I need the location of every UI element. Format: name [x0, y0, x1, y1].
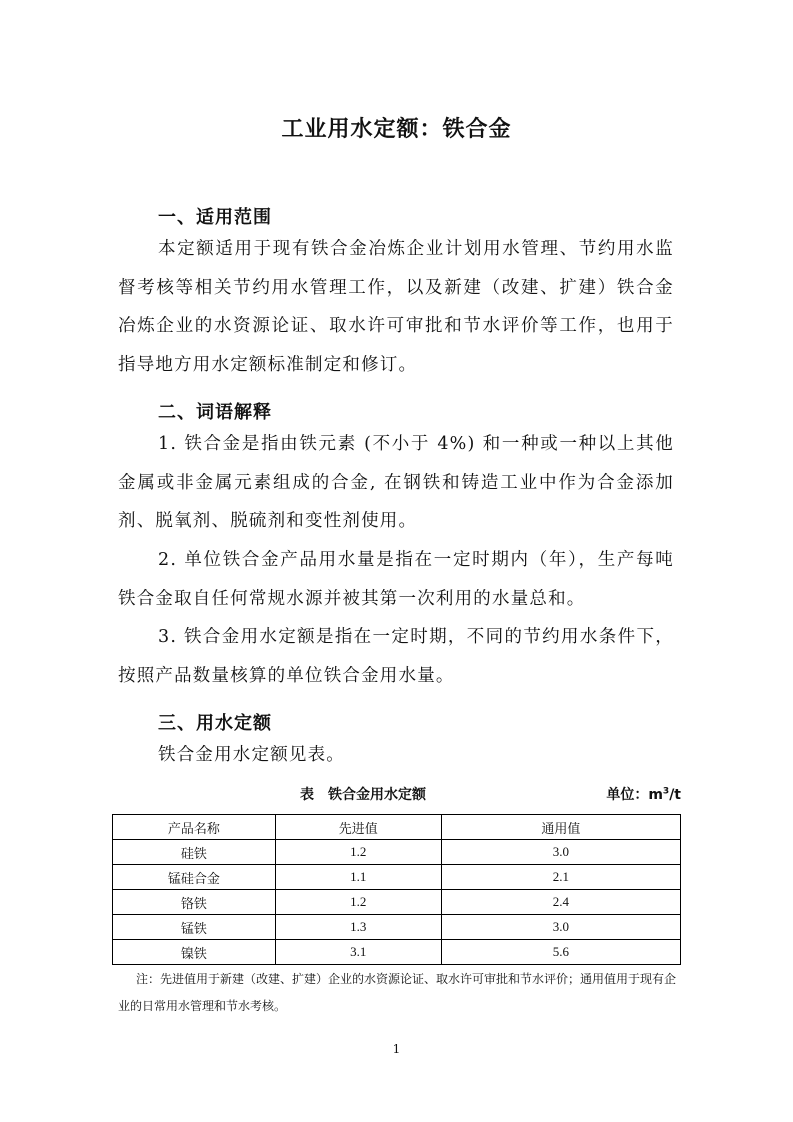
definition-1: 1. 铁合金是指由铁元素 (不小于 4%) 和一种或一种以上其他金属或非金属元素组成的合金, 在钢铁和铸造工业中作为合金添加剂、脱氧剂、脱硫剂和变性剂使用。	[118, 434, 674, 531]
unit-sup: 3	[662, 786, 670, 797]
table-row	[113, 865, 681, 890]
table-row	[113, 940, 681, 965]
table-caption: 表 铁合金用水定额	[300, 787, 426, 803]
header-advanced: 先进值	[275, 815, 441, 840]
general-cell: 2.1	[441, 865, 680, 890]
product-cell: 铬铁	[113, 890, 276, 915]
section-heading-definitions: 二、词语解释	[158, 402, 272, 423]
page-number: 1	[392, 1042, 401, 1056]
unit-label: 单位：m	[606, 787, 663, 803]
section-heading-scope: 一、适用范围	[158, 207, 272, 228]
product-cell: 锰硅合金	[113, 865, 276, 890]
table-row	[113, 915, 681, 940]
advanced-cell: 1.1	[275, 865, 441, 890]
unit-suffix: /t	[669, 787, 681, 803]
table-row	[113, 840, 681, 865]
product-cell: 硅铁	[113, 840, 276, 865]
advanced-cell: 1.2	[275, 840, 441, 865]
table-note: 注：先进值用于新建（改建、扩建）企业的水资源论证、取水许可审批和节水评价；通用值用于现有企业的日常用水管理和节水考核。	[118, 972, 677, 1013]
product-cell: 镍铁	[113, 940, 276, 965]
header-general: 通用值	[441, 815, 680, 840]
header-product: 产品名称	[113, 815, 276, 840]
advanced-cell: 1.2	[275, 890, 441, 915]
general-cell: 3.0	[441, 915, 680, 940]
quota-table	[112, 814, 681, 965]
quota-intro: 铁合金用水定额见表。	[158, 745, 345, 765]
definition-3: 3. 铁合金用水定额是指在一定时期，不同的节约用水条件下，按照产品数量核算的单位铁合金用水量。	[118, 627, 674, 686]
product-cell: 锰铁	[113, 915, 276, 940]
scope-paragraph: 本定额适用于现有铁合金冶炼企业计划用水管理、节约用水监督考核等相关节约用水管理工作，以及新建（改建、扩建）铁合金冶炼企业的水资源论证、取水许可审批和节水评价等工作，也用于指导地方用水定额标准制定和修订。	[118, 239, 674, 375]
table-header-row	[113, 815, 681, 840]
section-heading-quota: 三、用水定额	[158, 713, 272, 734]
general-cell: 2.4	[441, 890, 680, 915]
advanced-cell: 1.3	[275, 915, 441, 940]
general-cell: 5.6	[441, 940, 680, 965]
advanced-cell: 3.1	[275, 940, 441, 965]
table-unit	[606, 784, 681, 804]
definition-2: 2. 单位铁合金产品用水量是指在一定时期内（年），生产每吨铁合金取自任何常规水源并被其第一次利用的水量总和。	[118, 550, 674, 609]
table-row	[113, 890, 681, 915]
document-title: 工业用水定额：铁合金	[281, 117, 512, 142]
general-cell: 3.0	[441, 840, 680, 865]
